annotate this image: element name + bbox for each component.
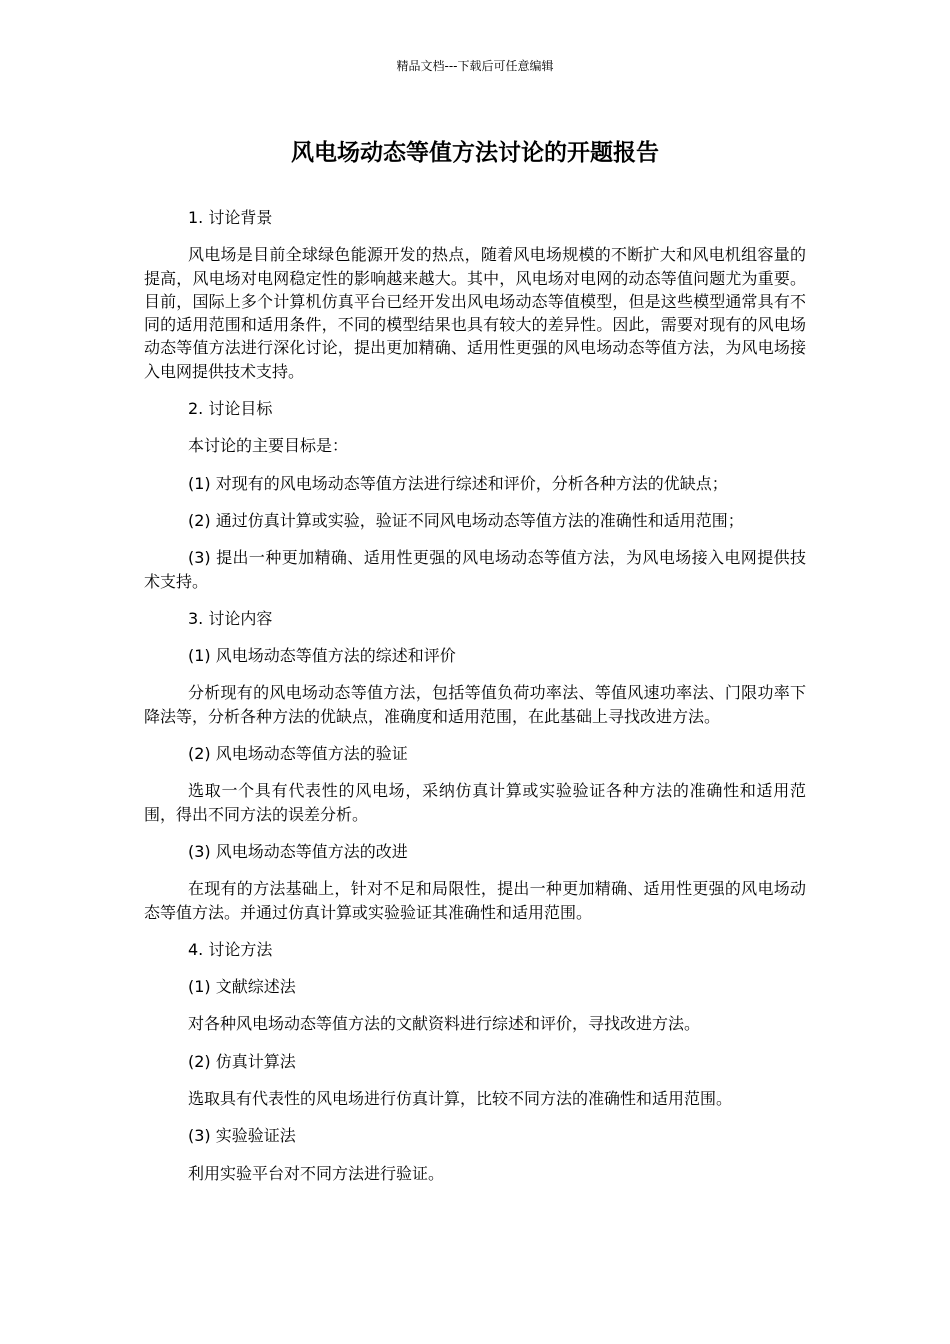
content-subheading-1: (1) 风电场动态等值方法的综述和评价 <box>188 646 456 666</box>
goal-item-2: (2) 通过仿真计算或实验，验证不同风电场动态等值方法的准确性和适用范围； <box>188 510 744 530</box>
goal-item-3: (3) 提出一种更加精确、适用性更强的风电场动态等值方法，为风电场接入电网提供技术支持。 <box>144 548 806 591</box>
paragraph-background: 风电场是目前全球绿色能源开发的热点，随着风电场规模的不断扩大和风电机组容量的提高，风电场对电网稳定性的影响越来越大。其中，风电场对电网的动态等值问题尤为重要。目前，国际上多个计算机仿真平台已经开发出风电场动态等值模型，但是这些模型通常具有不同的适用范围和适用条件，不同的模型结果也具有较大的差异性。因此，需要对现有的风电场动态等值方法进行深化讨论，提出更加精确、适用性更强的风电场动态等值方法，为风电场接入电网提供技术支持。 <box>144 245 806 381</box>
method-subheading-1: (1) 文献综述法 <box>188 977 296 997</box>
header-note: 精品文档---下载后可任意编辑 <box>396 59 554 73</box>
document-title: 风电场动态等值方法讨论的开题报告 <box>291 140 659 166</box>
document-body <box>144 206 806 1199</box>
method-subheading-3: (3) 实验验证法 <box>188 1126 296 1146</box>
section-heading-goals: 2. 讨论目标 <box>188 399 273 419</box>
content-paragraph-3: 在现有的方法基础上，针对不足和局限性，提出一种更加精确、适用性更强的风电场动态等值方法。并通过仿真计算或实验验证其准确性和适用范围。 <box>144 879 806 922</box>
method-subheading-2: (2) 仿真计算法 <box>188 1051 296 1071</box>
goal-item-1: (1) 对现有的风电场动态等值方法进行综述和评价，分析各种方法的优缺点； <box>188 473 728 493</box>
method-paragraph-1: 对各种风电场动态等值方法的文献资料进行综述和评价，寻找改进方法。 <box>188 1014 701 1034</box>
content-paragraph-2: 选取一个具有代表性的风电场，采纳仿真计算或实验验证各种方法的准确性和适用范围，得出不同方法的误差分析。 <box>144 781 806 824</box>
method-paragraph-3: 利用实验平台对不同方法进行验证。 <box>188 1163 445 1183</box>
section-heading-background: 1. 讨论背景 <box>188 208 273 227</box>
content-paragraph-1: 分析现有的风电场动态等值方法，包括等值负荷功率法、等值风速功率法、门限功率下降法等，分析各种方法的优缺点，准确度和适用范围，在此基础上寻找改进方法。 <box>144 683 806 726</box>
section-heading-methods: 4. 讨论方法 <box>188 939 273 959</box>
method-paragraph-2: 选取具有代表性的风电场进行仿真计算，比较不同方法的准确性和适用范围。 <box>188 1089 733 1109</box>
content-subheading-3: (3) 风电场动态等值方法的改进 <box>188 841 408 861</box>
paragraph-goals-intro: 本讨论的主要目标是： <box>188 436 349 456</box>
section-heading-content: 3. 讨论内容 <box>188 608 273 628</box>
content-subheading-2: (2) 风电场动态等值方法的验证 <box>188 744 408 764</box>
